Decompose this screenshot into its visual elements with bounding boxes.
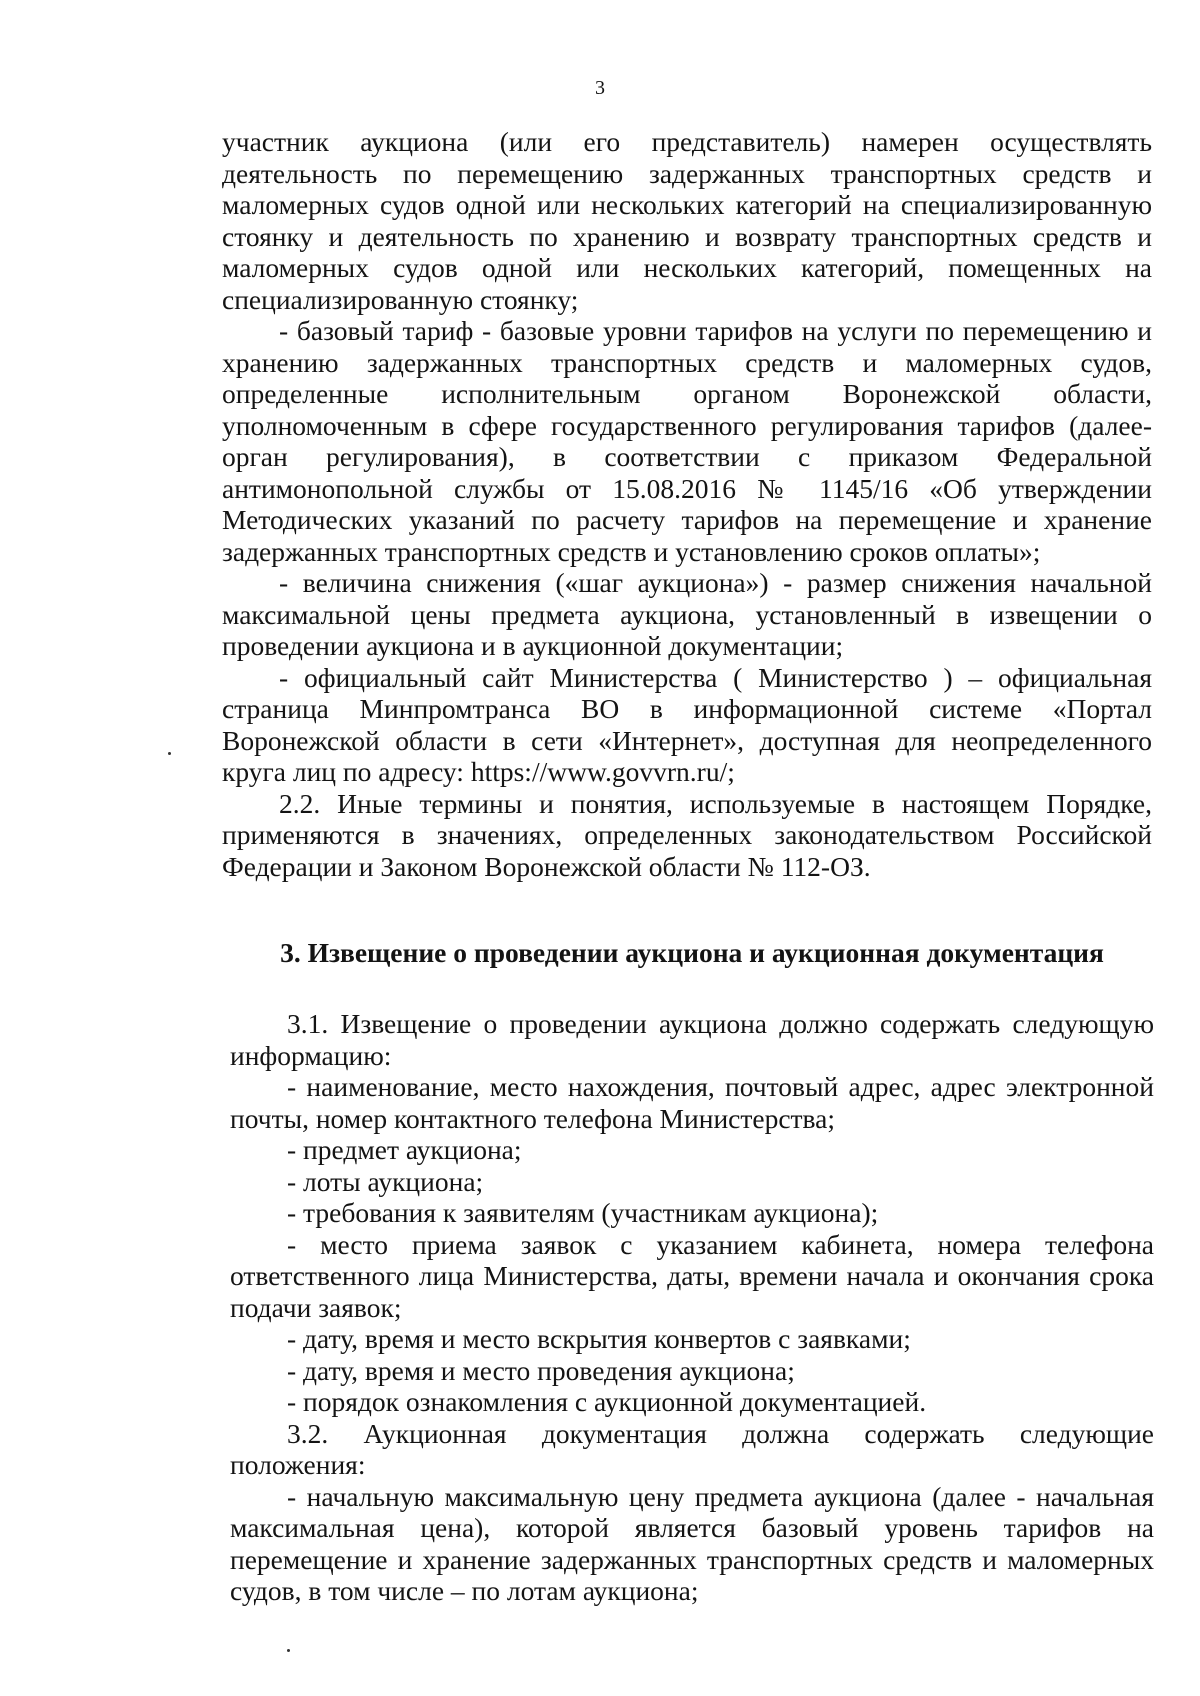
list-item-contact-info: - наименование, место нахождения, почтовый адрес, адрес электронной почты, номер контактного телефона Министерства; bbox=[230, 1071, 1154, 1134]
list-item-lots: - лоты аукциона; bbox=[287, 1165, 484, 1197]
paragraph-base-tariff: - базовый тариф - базовые уровни тарифов на услуги по перемещению и хранению задержанных транспортных средств и маломерных судов, определенные исполнительным органом Воронежской области, уполномоченным в сфере государственного регулирования тарифов (далее- орган регулирования), в соответствии с приказом Федеральной антимонопольной службы от 15.08.2016 № 1145/16 «Об утверждении Методических указаний по расчету тарифов на перемещение и хранение задержанных транспортных средств и установлению сроков оплаты»; bbox=[222, 315, 1152, 567]
scan-speck bbox=[287, 1649, 290, 1652]
page-number: 3 bbox=[595, 77, 605, 99]
list-item-opening-envelopes: - дату, время и место вскрытия конвертов с заявками; bbox=[287, 1323, 911, 1354]
paragraph-auction-step: - величина снижения («шаг аукциона») - размер снижения начальной максимальной цены предмета аукциона, установленный в извещении о проведении аукциона и в аукционной документации; bbox=[222, 567, 1152, 661]
paragraph-participant-continuation: участник аукциона (или его представитель) намерен осуществлять деятельность по перемещению задержанных транспортных средств и маломерных судов одной или нескольких категорий на специализированную стоянку и деятельность по хранению и возврату транспортных средств и маломерных судов одной или нескольких категорий, помещенных на специализированную стоянку; bbox=[222, 126, 1152, 315]
list-item-documentation-access: - порядок ознакомления с аукционной документацией. bbox=[287, 1386, 927, 1417]
list-item-auction-date: - дату, время и место проведения аукциона; bbox=[287, 1354, 795, 1386]
section-3-heading: 3. Извещение о проведении аукциона и аукционная документация bbox=[280, 937, 1104, 968]
list-item-initial-price: - начальную максимальную цену предмета аукциона (далее - начальная максимальная цена), которой является базовый уровень тарифов на перемещение и хранение задержанных транспортных средств и маломерных судов, в том числе – по лотам аукциона; bbox=[230, 1480, 1154, 1606]
paragraph-2-2: 2.2. Иные термины и понятия, используемые в настоящем Порядке, применяются в значениях, определенных законодательством Российской Федерации и Законом Воронежской области № 112-ОЗ. bbox=[222, 787, 1152, 882]
definitions-block bbox=[222, 126, 1152, 882]
scan-speck bbox=[168, 752, 171, 755]
paragraph-3-1: 3.1. Извещение о проведении аукциона должно содержать следующую информацию: bbox=[230, 1008, 1154, 1071]
list-item-requirements: - требования к заявителям (участникам аукциона); bbox=[287, 1197, 879, 1228]
list-item-application-place: - место приема заявок с указанием кабинета, номера телефона ответственного лица Министерства, даты, времени начала и окончания срока подачи заявок; bbox=[230, 1228, 1154, 1323]
list-item-subject: - предмет аукциона; bbox=[287, 1134, 522, 1165]
paragraph-3-2: 3.2. Аукционная документация должна содержать следующие положения: bbox=[230, 1417, 1154, 1480]
section-3-body bbox=[230, 1008, 1154, 1607]
paragraph-official-site: - официальный сайт Министерства ( Министерство ) – официальная страница Минпромтранса ВО в информационной системе «Портал Воронежской области в сети «Интернет», доступная для неопределенного круга лиц по адресу: https://www.govvrn.ru/; bbox=[222, 661, 1152, 787]
